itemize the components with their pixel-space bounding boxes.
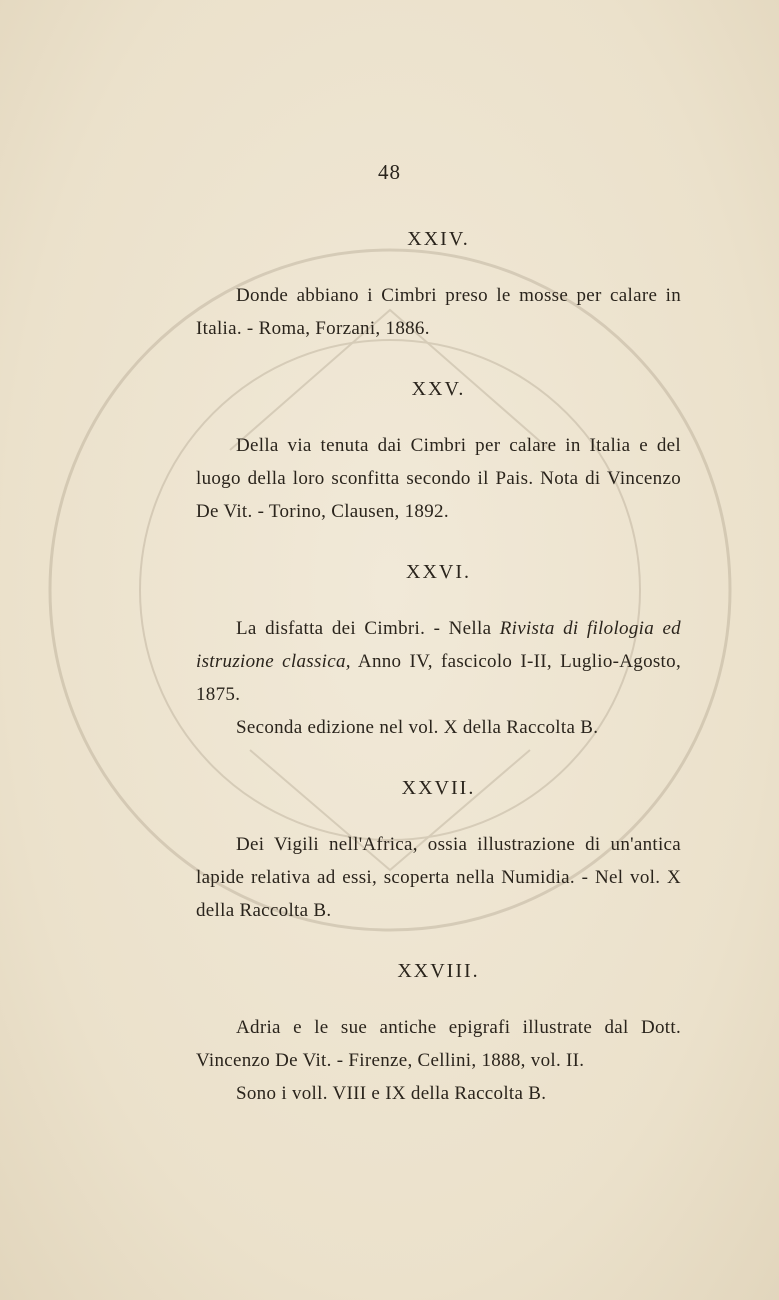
entry-numeral-heading: XXVIII. bbox=[397, 960, 480, 982]
entry-numeral-heading: XXV. bbox=[411, 378, 466, 400]
paragraph-text: Adria e le sue antiche epigrafi illustrate dal Dott. Vincenzo De Vit. - Firenze, Cellini, 1888, vol. II. bbox=[196, 1017, 681, 1071]
catalog-entry bbox=[196, 774, 681, 957]
catalog-entry bbox=[196, 375, 681, 558]
paragraph-text: La disfatta dei Cimbri. - Nella bbox=[236, 618, 500, 639]
paragraph-text: Anno IV, fascicolo I-II, Luglio-Agosto, 1875. bbox=[196, 651, 681, 705]
section-spacer bbox=[196, 927, 681, 957]
entry-paragraph bbox=[196, 612, 681, 711]
italic-title-text: Rivista di filologia ed istruzione classica, bbox=[196, 618, 681, 672]
paragraph-text: Sono i voll. VIII e IX della Raccolta B. bbox=[236, 1083, 547, 1104]
entry-paragraph bbox=[196, 711, 681, 744]
page-content bbox=[196, 225, 681, 1110]
paragraph-text: Donde abbiano i Cimbri preso le mosse per calare in Italia. - Roma, Forzani, 1886. bbox=[196, 285, 681, 339]
section-spacer bbox=[196, 528, 681, 558]
paragraph-text: Dei Vigili nell'Africa, ossia illustrazione di un'antica lapide relativa ad essi, scoperta nella Numidia. - Nel vol. X della Raccolta B. bbox=[196, 834, 681, 921]
entry-numeral-heading: XXVII. bbox=[401, 777, 476, 799]
entry-paragraph bbox=[196, 279, 681, 345]
entry-paragraph bbox=[196, 429, 681, 528]
entry-numeral-heading: XXIV. bbox=[407, 228, 470, 250]
page-number: 48 bbox=[378, 160, 401, 184]
catalog-entry bbox=[196, 957, 681, 1110]
entry-paragraph bbox=[196, 1077, 681, 1110]
entry-paragraph bbox=[196, 1011, 681, 1077]
paragraph-text: Della via tenuta dai Cimbri per calare in Italia e del luogo della loro sconfitta secondo il Pais. Nota di Vincenzo De Vit. - Torino, Clausen, 1892. bbox=[196, 435, 681, 522]
section-spacer bbox=[196, 345, 681, 375]
catalog-entry bbox=[196, 225, 681, 375]
entry-paragraph bbox=[196, 828, 681, 927]
entry-numeral-heading: XXVI. bbox=[406, 561, 471, 583]
section-spacer bbox=[196, 744, 681, 774]
paragraph-text: Seconda edizione nel vol. X della Raccolta B. bbox=[236, 717, 599, 738]
catalog-entry bbox=[196, 558, 681, 774]
